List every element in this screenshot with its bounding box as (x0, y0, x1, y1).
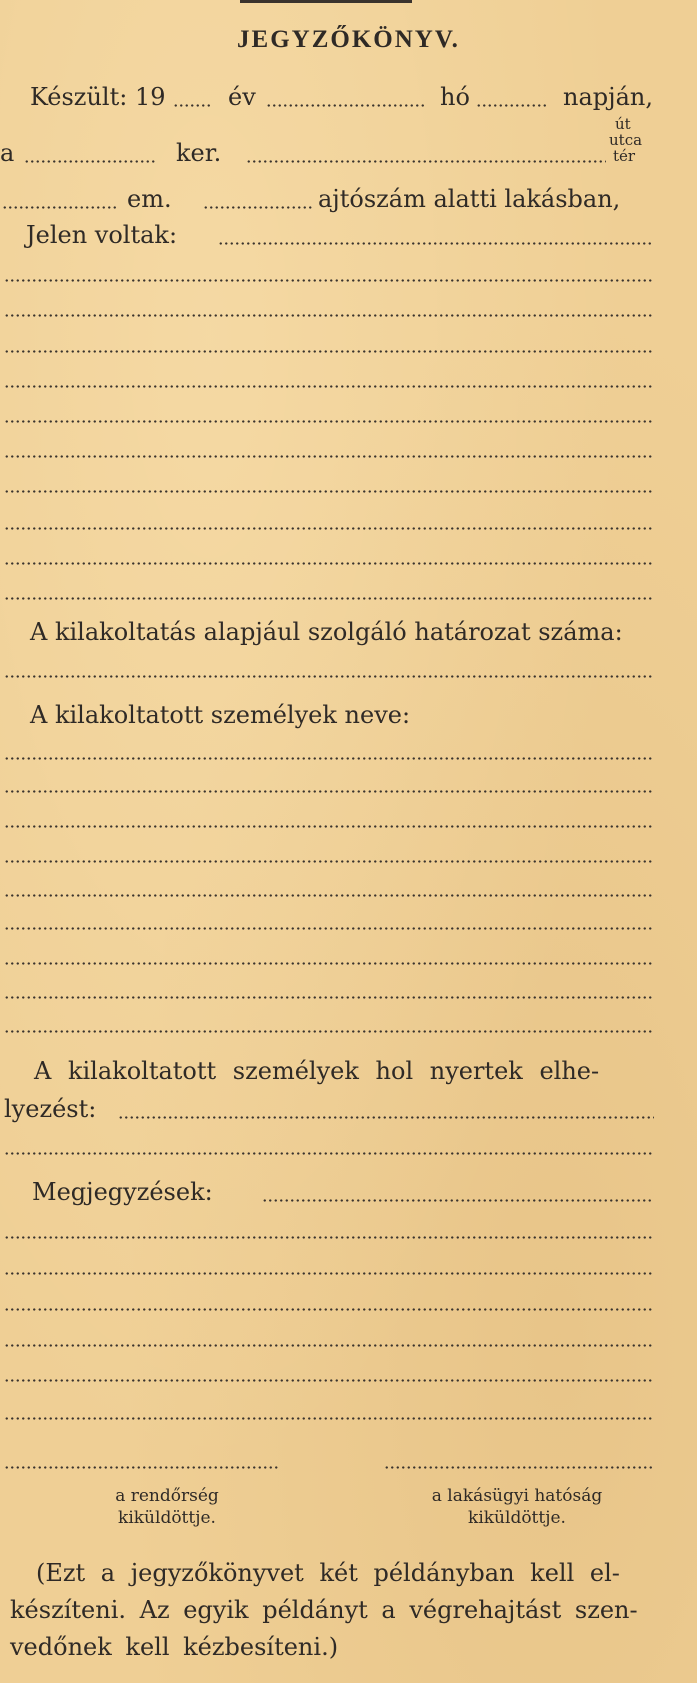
note-line3: vedőnek kell kézbesíteni.) (10, 1633, 339, 1661)
street-type-utca: utca (609, 131, 643, 149)
street-dots[interactable] (246, 138, 606, 168)
evicted-blank-line[interactable] (4, 803, 654, 833)
housing-label-line1: a lakásügyi hatóság (431, 1486, 603, 1506)
present-blank-line[interactable] (4, 540, 654, 570)
placement-line (0, 1094, 697, 1124)
note-line2: készíteni. Az egyik példányt a végrehajtást szen- (10, 1596, 638, 1624)
year-label: év (228, 83, 256, 111)
month-dots[interactable] (266, 82, 426, 112)
evicted-blank-line[interactable] (4, 1008, 654, 1038)
decision-label: A kilakoltatás alapjául szolgáló határozat száma: (30, 618, 623, 646)
remarks-dots[interactable] (262, 1177, 654, 1207)
street-type-ter: tér (613, 147, 636, 165)
door-label: ajtószám alatti lakásban, (318, 185, 621, 213)
present-label: Jelen voltak: (26, 221, 178, 249)
note-line1: (Ezt a jegyzőkönyvet két példányban kell el- (36, 1559, 620, 1587)
evicted-blank-line[interactable] (4, 872, 654, 902)
placement-blank-line[interactable] (4, 1130, 654, 1160)
document-title: JEGYZŐKÖNYV. (237, 26, 460, 53)
present-blank-line[interactable] (4, 468, 654, 498)
day-dots[interactable] (476, 82, 548, 112)
present-blank-line[interactable] (4, 433, 654, 463)
housing-signature-line[interactable] (384, 1444, 654, 1474)
district-prefix: a (0, 139, 15, 167)
evicted-blank-line[interactable] (4, 974, 654, 1004)
present-blank-line[interactable] (4, 257, 654, 287)
address-line (0, 138, 697, 168)
district-dots[interactable] (24, 138, 156, 168)
remarks-blank-line[interactable] (4, 1214, 654, 1244)
evicted-blank-line[interactable] (4, 905, 654, 935)
police-label-line1: a rendőrség (115, 1486, 219, 1506)
evicted-blank-line[interactable] (4, 838, 654, 868)
evicted-blank-line[interactable] (4, 735, 654, 765)
month-label: hó (440, 83, 470, 111)
remarks-blank-line[interactable] (4, 1395, 654, 1425)
police-signature-label (42, 1485, 292, 1529)
present-blank-line[interactable] (4, 398, 654, 428)
placement-label-line2: lyezést: (4, 1095, 97, 1123)
remarks-blank-line[interactable] (4, 1250, 654, 1280)
remarks-blank-line[interactable] (4, 1357, 654, 1387)
evicted-label: A kilakoltatott személyek neve: (30, 701, 411, 729)
present-blank-line[interactable] (4, 292, 654, 322)
evicted-blank-line[interactable] (4, 768, 654, 798)
date-line (0, 82, 697, 112)
police-label-line2: kiküldöttje. (118, 1508, 216, 1528)
remarks-label: Megjegyzések: (32, 1178, 213, 1206)
floor-label: em. (127, 185, 172, 213)
instruction-note (10, 1555, 650, 1666)
placement-dots[interactable] (118, 1094, 654, 1124)
present-blank-line[interactable] (4, 575, 654, 605)
housing-signature-label (392, 1485, 642, 1529)
street-type-ut: út (615, 115, 631, 133)
district-label: ker. (176, 139, 222, 167)
present-blank-line[interactable] (4, 328, 654, 358)
remarks-blank-line[interactable] (4, 1286, 654, 1316)
house-number-dots[interactable] (2, 184, 117, 214)
remarks-line (0, 1177, 697, 1207)
floor-door-line (0, 184, 697, 214)
floor-dots[interactable] (203, 184, 313, 214)
police-signature-line[interactable] (4, 1444, 280, 1474)
made-label: Készült: 19 (30, 83, 166, 111)
housing-label-line2: kiküldöttje. (468, 1508, 566, 1528)
decision-blank-line[interactable] (4, 653, 654, 683)
remarks-blank-line[interactable] (4, 1322, 654, 1352)
year-dots[interactable] (173, 82, 211, 112)
street-type-options (609, 116, 642, 164)
present-dots[interactable] (218, 220, 654, 250)
present-blank-line[interactable] (4, 363, 654, 393)
present-line (0, 220, 697, 250)
top-rule (240, 0, 412, 3)
day-label: napján, (563, 83, 653, 111)
evicted-blank-line[interactable] (4, 940, 654, 970)
placement-label-line1: A kilakoltatott személyek hol nyertek elhe- (34, 1057, 600, 1085)
present-blank-line[interactable] (4, 505, 654, 535)
